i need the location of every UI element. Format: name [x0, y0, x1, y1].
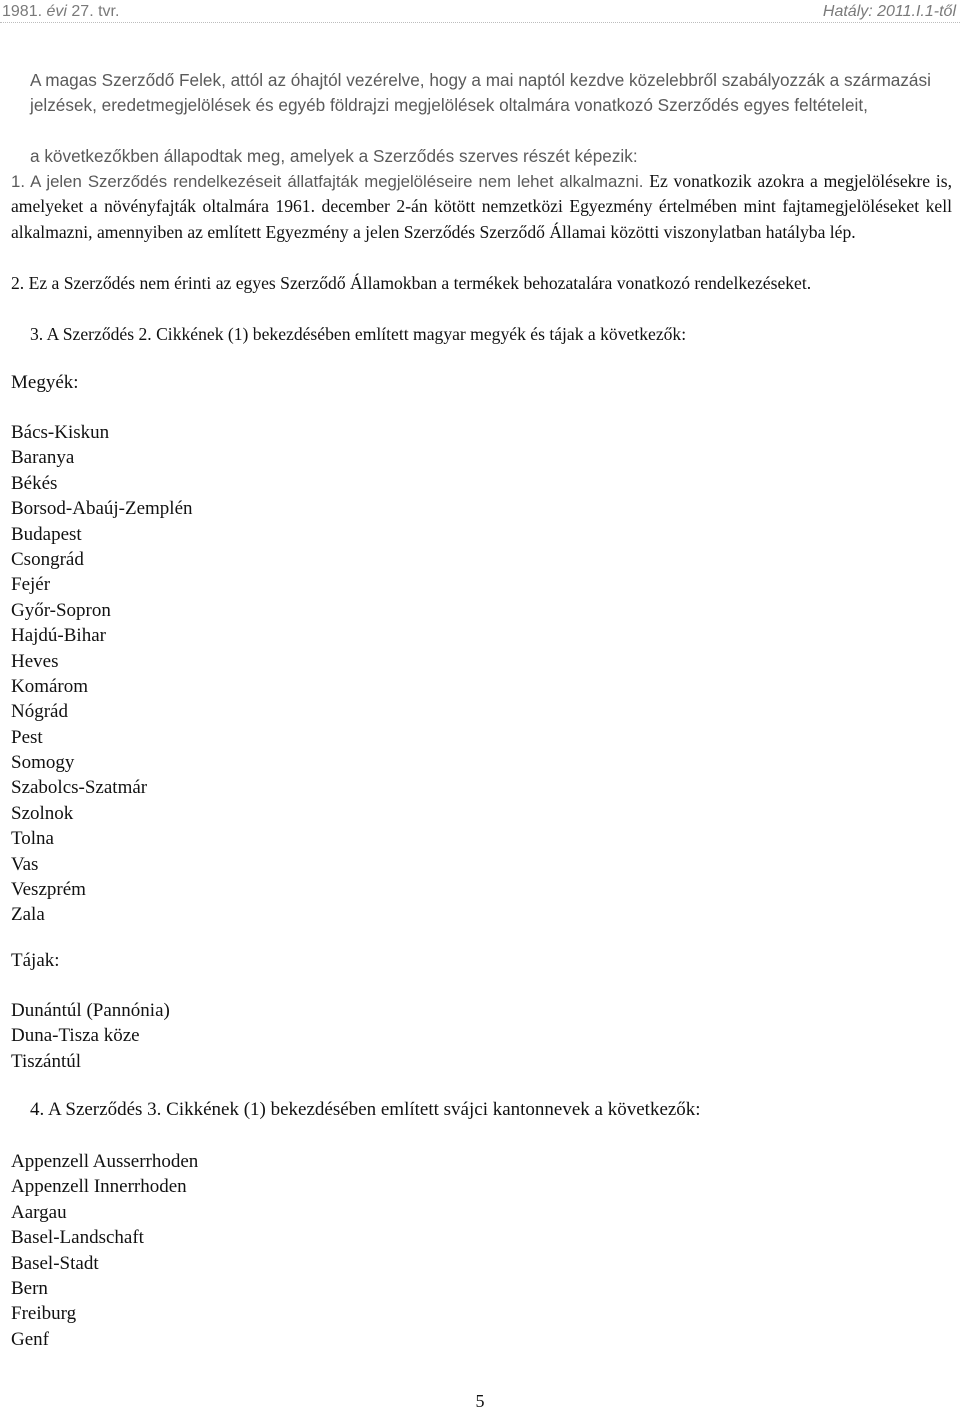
- page-number: 5: [475, 1391, 485, 1411]
- county-list-item: Bács-Kiskun: [11, 422, 110, 443]
- preamble-paragraph: A magas Szerződő Felek, attól az óhajtól vezérelve, hogy a mai naptól kezdve közelebbről szabályozzák a származási jelzések, eredetmegjelölések és egyéb földrajzi megjelölések oltalmára vonatkozó Szerződés egyes feltételeit,: [30, 70, 931, 115]
- header-law-number: 27. tvr.: [71, 3, 120, 20]
- county-list-item: Zala: [11, 904, 45, 926]
- regions-list: [11, 998, 170, 1074]
- county-list-item: Hajdú-Bihar: [11, 625, 106, 647]
- counties-label: Megyék:: [11, 372, 79, 393]
- canton-list-item: Bern: [11, 1277, 48, 1299]
- region-list-item: Duna-Tisza köze: [11, 1025, 140, 1047]
- header-law-reference: [2, 3, 119, 21]
- canton-list-item: Freiburg: [11, 1303, 77, 1325]
- county-list-item: Békés: [11, 472, 58, 494]
- canton-list-item: Basel-Landschaft: [11, 1227, 144, 1249]
- header-effective-date: Hatály: 2011.I.1-től: [822, 3, 956, 20]
- canton-list-item: Basel-Stadt: [11, 1252, 99, 1274]
- county-list-item: Győr-Sopron: [11, 599, 111, 621]
- county-list-item: Szabolcs-Szatmár: [11, 777, 148, 799]
- region-list-item: Tiszántúl: [11, 1050, 82, 1072]
- header-evi: évi: [46, 3, 67, 20]
- article-item-2: 2. Ez a Szerződés nem érinti az egyes Szerződő Államokban a termékek behozatalára vonatkozó rendelkezéseket.: [11, 273, 812, 293]
- canton-list-item: Appenzell Ausserrhoden: [11, 1151, 199, 1172]
- county-list-item: Borsod-Abaúj-Zemplén: [11, 498, 193, 520]
- item-1-body: Ez vonatkozik azokra a megjelölésekre is, amelyeket a növényfajták oltalmára 1961. december 2-án kötött nemzetközi Egyezmény értelmében mint fajtamegjelöléseket kell alkalmazni, amennyiben az említett Egyezmény a jelen Szerződés Szerződő Államai közötti viszonylatban hatályba lép.: [11, 171, 952, 242]
- county-list-item: Vas: [11, 853, 39, 875]
- region-list-item: Dunántúl (Pannónia): [11, 1000, 170, 1021]
- county-list-item: Tolna: [11, 828, 54, 850]
- county-list-item: Nógrád: [11, 701, 68, 723]
- header-divider: [0, 22, 960, 23]
- cantons-list: [11, 1149, 198, 1352]
- regions-label: Tájak:: [11, 950, 60, 971]
- county-list-item: Budapest: [11, 523, 82, 545]
- canton-list-item: Appenzell Innerrhoden: [11, 1176, 187, 1198]
- county-list-item: Heves: [11, 650, 59, 672]
- county-list-item: Csongrád: [11, 548, 84, 570]
- county-list-item: Baranya: [11, 447, 75, 469]
- running-header: [0, 0, 960, 26]
- county-list-item: Somogy: [11, 752, 75, 774]
- item-1-lead: 1. A jelen Szerződés rendelkezéseit állatfajták megjelöléseire nem lehet alkalmazni.: [11, 172, 644, 191]
- county-list-item: Veszprém: [11, 879, 86, 901]
- county-list-item: Szolnok: [11, 802, 74, 824]
- county-list-item: Pest: [11, 726, 43, 748]
- canton-list-item: Genf: [11, 1328, 49, 1350]
- header-year: 1981.: [2, 3, 43, 20]
- preamble-agreement-line: a következőkben állapodtak meg, amelyek a Szerződés szerves részét képezik:: [30, 146, 638, 166]
- county-list-item: Fejér: [11, 574, 51, 596]
- article-item-3: 3. A Szerződés 2. Cikkének (1) bekezdésében említett magyar megyék és tájak a következők:: [30, 324, 687, 344]
- county-list-item: Komárom: [11, 675, 89, 697]
- article-item-1: [11, 169, 952, 245]
- counties-list: [11, 420, 193, 928]
- canton-list-item: Aargau: [11, 1201, 67, 1223]
- article-item-4: 4. A Szerződés 3. Cikkének (1) bekezdésében említett svájci kantonnevek a következők:: [30, 1099, 701, 1120]
